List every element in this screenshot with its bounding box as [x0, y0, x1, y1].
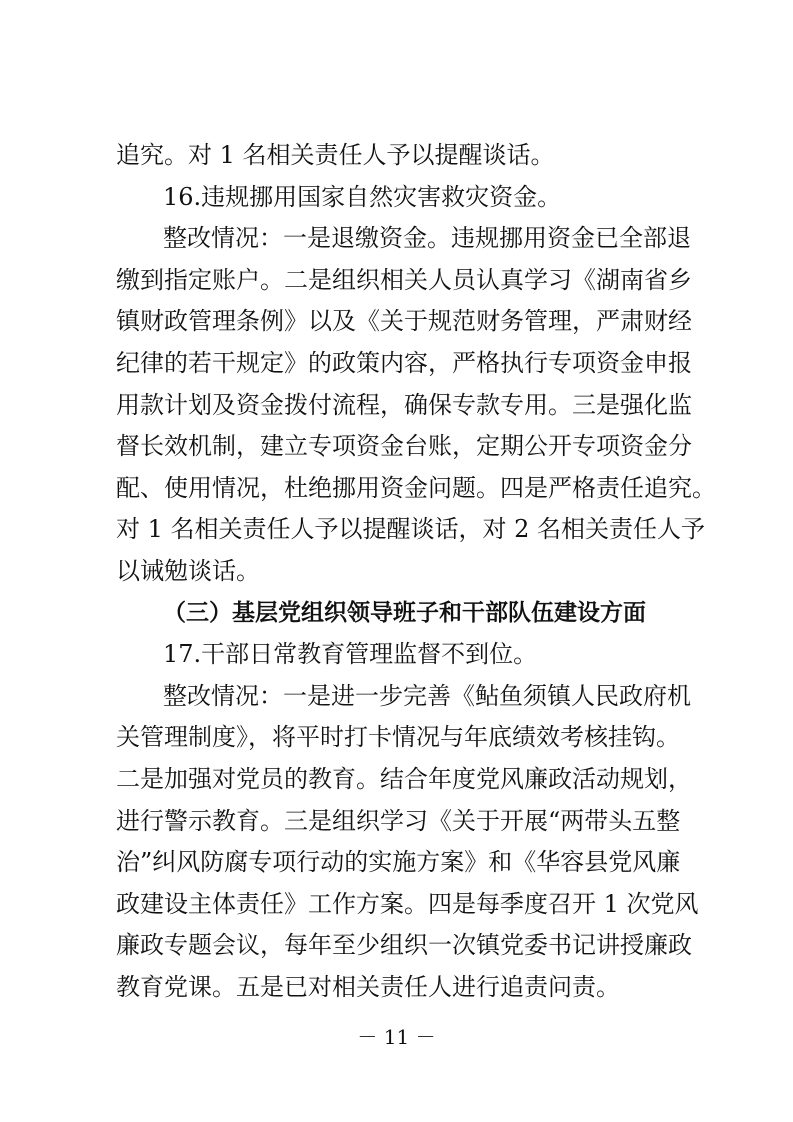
body-line [0, 384, 793, 426]
line-text: 整改情况：一是退缴资金。违规挪用资金已全部退 [163, 224, 691, 253]
body-line [0, 924, 793, 966]
body-line [0, 217, 793, 259]
body-line [0, 259, 793, 301]
body-line [0, 300, 793, 342]
body-line [0, 883, 793, 925]
line-text: 政建设主体责任》工作方案。四是每季度召开 1 次党风 [116, 889, 699, 918]
body-line [0, 841, 793, 883]
line-text: 教育党课。五是已对相关责任人进行追责问责。 [116, 973, 620, 1001]
body-line [0, 758, 793, 800]
line-text: 镇财政管理条例》以及《关于规范财务管理，严肃财经 [116, 307, 692, 336]
line-text: 廉政专题会议，每年至少组织一次镇党委书记讲授廉政 [116, 931, 692, 960]
line-text: 督长效机制，建立专项资金台账，定期公开专项资金分 [116, 432, 692, 461]
body-line [0, 508, 793, 550]
body-line [0, 425, 793, 467]
body-line [0, 134, 793, 176]
line-text: 缴到指定账户。二是组织相关人员认真学习《湖南省乡 [116, 265, 692, 294]
line-text: 16.违规挪用国家自然灾害救灾资金。 [163, 182, 562, 211]
line-text: 配、使用情况，杜绝挪用资金问题。四是严格责任追究。 [116, 473, 716, 502]
body-line [0, 675, 793, 717]
section-item-title [0, 176, 793, 218]
page-number: － 11 － [357, 1025, 436, 1049]
section-heading [0, 592, 793, 634]
line-text: 关管理制度》，将平时打卡情况与年底绩效考核挂钩。 [116, 723, 680, 752]
body-line [0, 716, 793, 758]
line-text: 进行警示教育。三是组织学习《关于开展“两带头五整 [116, 806, 681, 835]
line-text: 追究。对 1 名相关责任人予以提醒谈话。 [116, 141, 555, 169]
line-text: 用款计划及资金拨付流程，确保专款专用。三是强化监 [116, 390, 692, 419]
line-text: 治”纠风防腐专项行动的实施方案》和《华容县党风廉 [116, 848, 681, 877]
line-text: 二是加强对党员的教育。结合年度党风廉政活动规划， [116, 765, 692, 793]
section-item-title [0, 633, 793, 675]
heading-text: （三）基层党组织领导班子和干部队伍建设方面 [163, 599, 646, 626]
line-text: 对 1 名相关责任人予以提醒谈话，对 2 名相关责任人予 [116, 515, 706, 544]
body-line [0, 342, 793, 384]
body-line [0, 467, 793, 509]
body-line [0, 800, 793, 842]
line-text: 纪律的若干规定》的政策内容，严格执行专项资金申报 [116, 349, 692, 377]
line-text: 以诫勉谈话。 [116, 557, 260, 585]
line-text: 整改情况：一是进一步完善《鲇鱼须镇人民政府机 [163, 681, 691, 710]
line-text: 17.干部日常教育管理监督不到位。 [163, 640, 538, 669]
body-line [0, 966, 793, 1008]
body-line [0, 550, 793, 592]
